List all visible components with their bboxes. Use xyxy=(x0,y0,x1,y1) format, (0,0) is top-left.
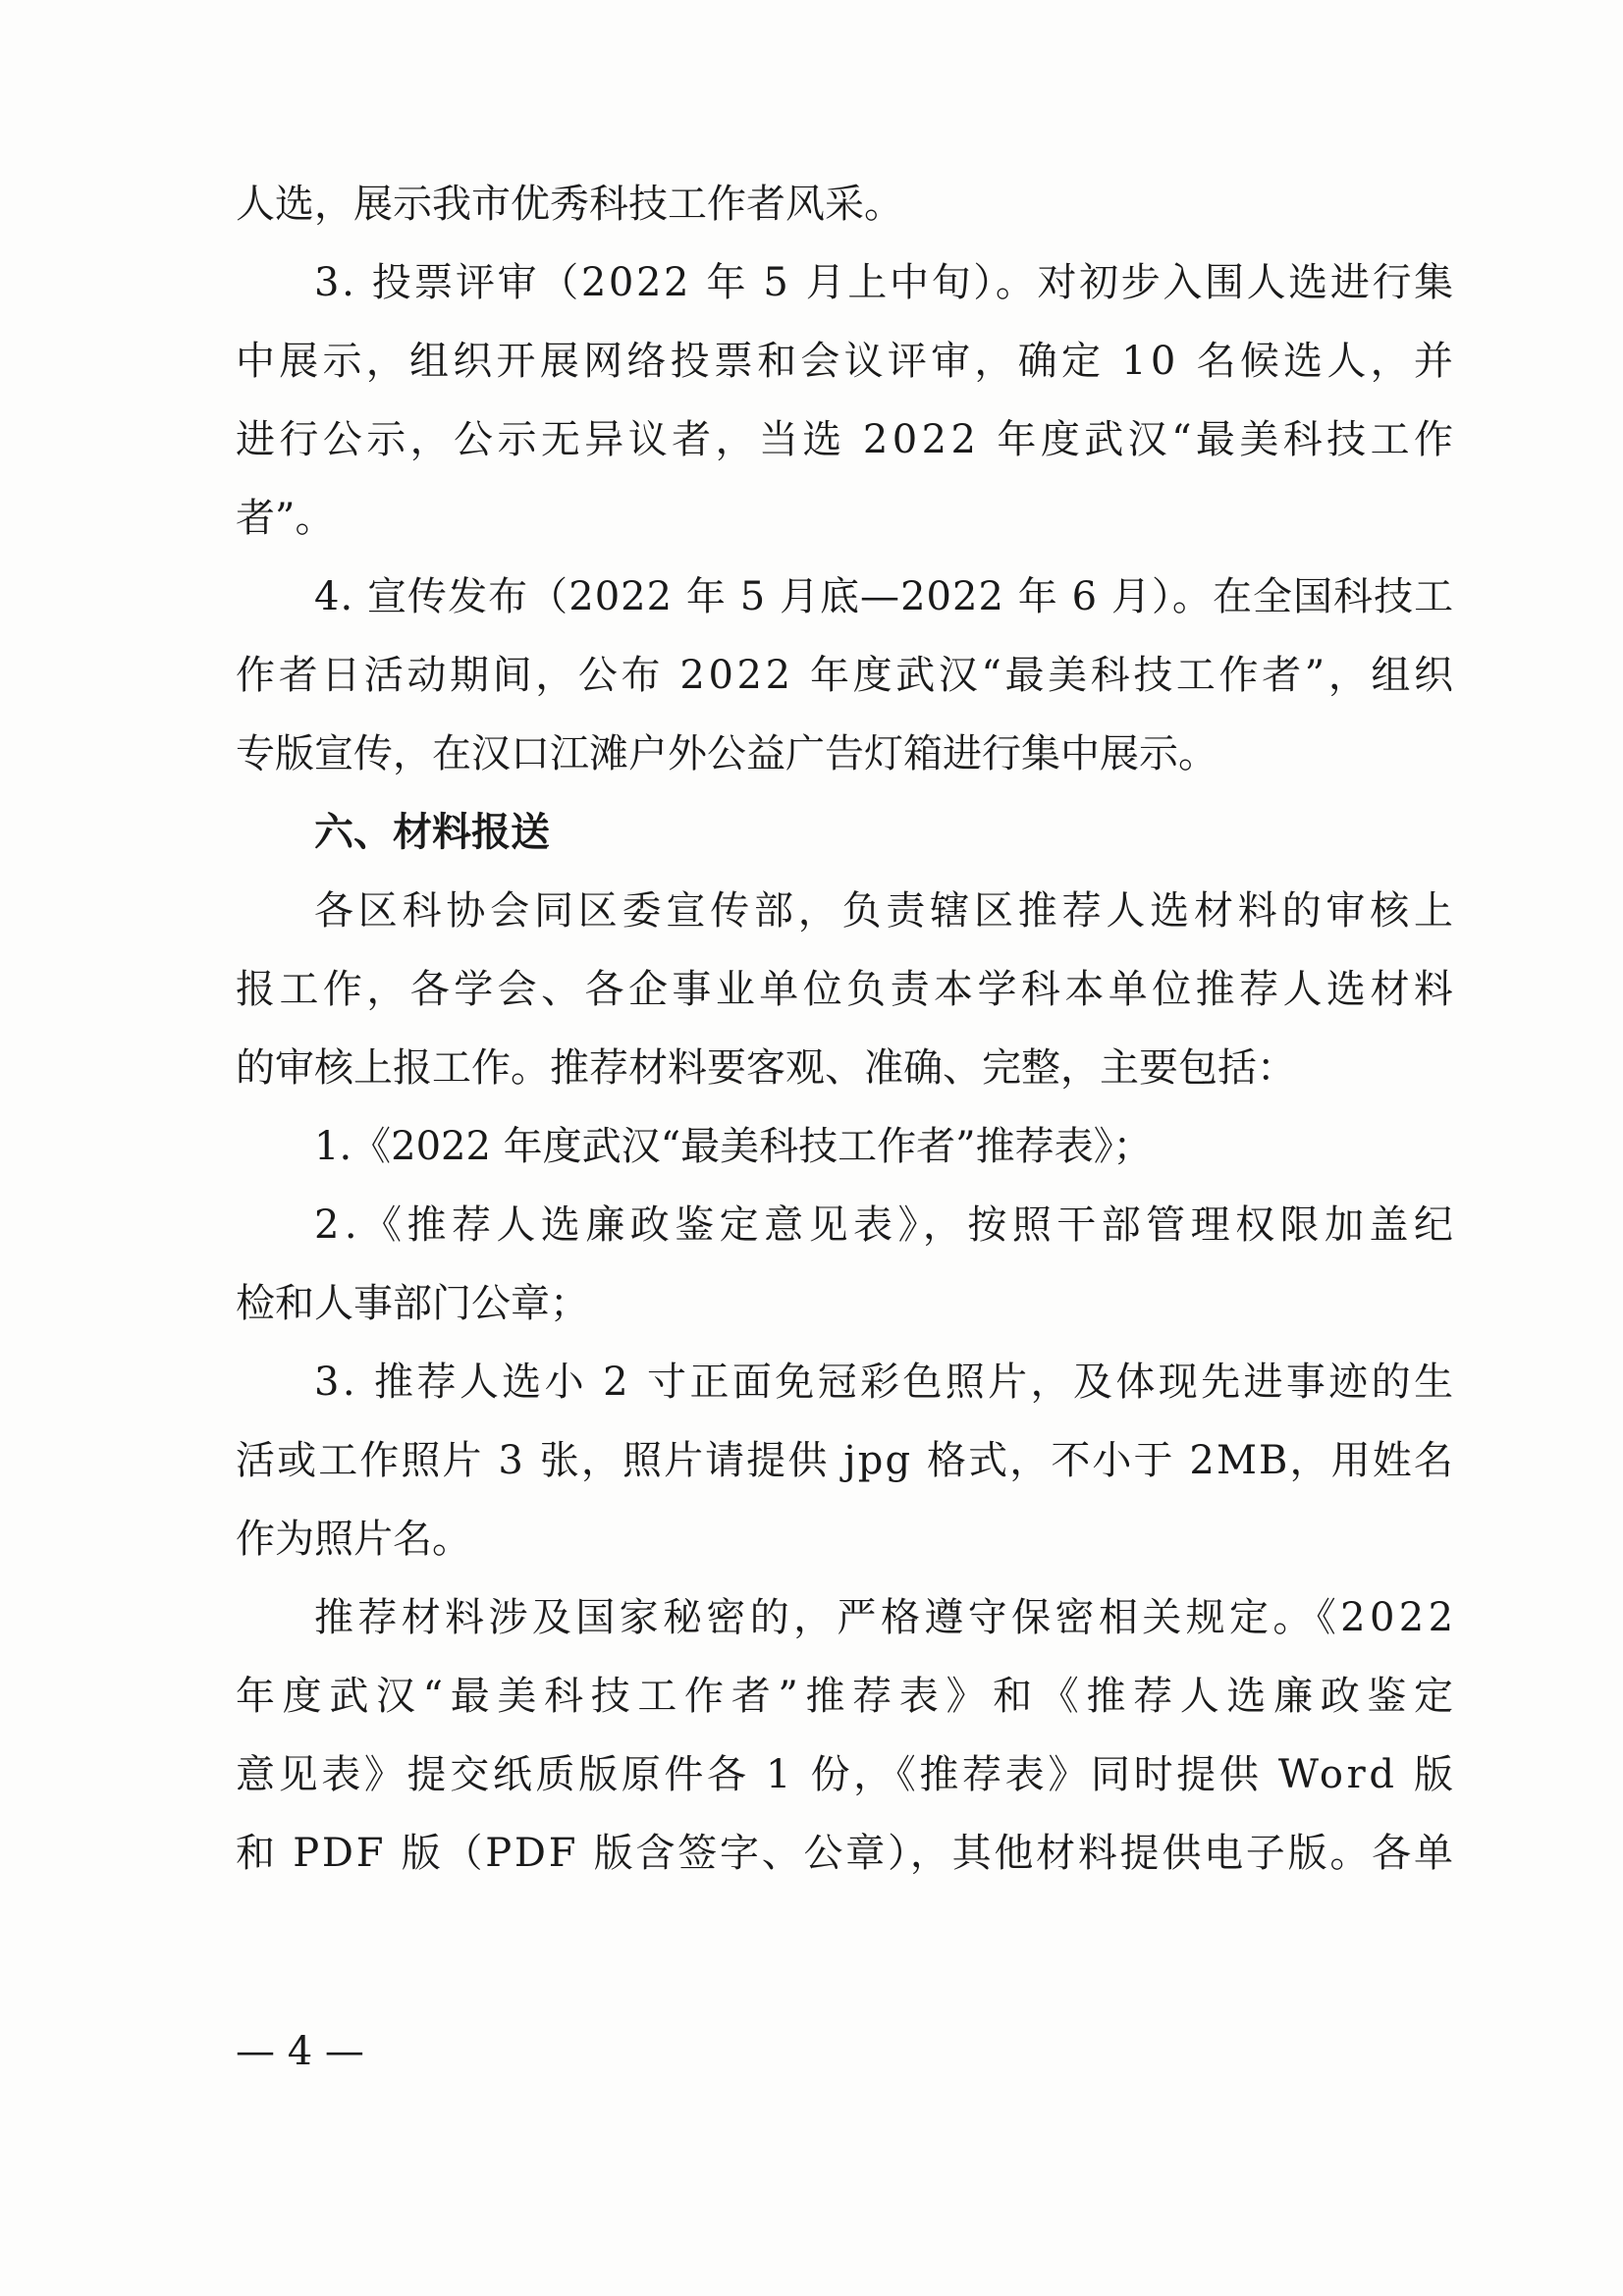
text-line: 1.《2022 年度武汉“最美科技工作者”推荐表》； xyxy=(314,1124,1153,1169)
text-line: 3. 推荐人选小 2 寸正面免冠彩色照片，及体现先进事迹的生 xyxy=(314,1360,1457,1405)
section-heading: 六、材料报送 xyxy=(314,810,550,855)
text-line: 2.《推荐人选廉政鉴定意见表》，按照干部管理权限加盖纪 xyxy=(314,1202,1459,1248)
text-line: 进行公示，公示无异议者，当选 2022 年度武汉“最美科技工作 xyxy=(236,417,1458,462)
text-line: 中展示，组织开展网络投票和会议评审，确定 10 名候选人，并 xyxy=(236,339,1458,384)
text-line: 的审核上报工作。推荐材料要客观、准确、完整，主要包括： xyxy=(236,1045,1296,1091)
text-line: 意见表》提交纸质版原件各 1 份，《推荐表》同时提供 Word 版 xyxy=(236,1752,1457,1797)
text-line: 各区科协会同区委宣传部，负责辖区推荐人选材料的审核上 xyxy=(314,888,1458,934)
text-line: 者”。 xyxy=(236,496,335,541)
page-number: — 4 — xyxy=(236,2029,364,2074)
text-line: 4. 宣传发布（2022 年 5 月底—2022 年 6 月）。在全国科技工 xyxy=(314,574,1455,619)
text-line: 推荐材料涉及国家秘密的，严格遵守保密相关规定。《2022 xyxy=(314,1595,1458,1640)
text-line: 年度武汉“最美科技工作者”推荐表》和《推荐人选廉政鉴定 xyxy=(236,1674,1461,1719)
text-line: 3. 投票评审（2022 年 5 月上中旬）。对初步入围人选进行集 xyxy=(314,260,1456,305)
text-line: 活或工作照片 3 张，照片请提供 jpg 格式，不小于 2MB，用姓名 xyxy=(236,1438,1455,1483)
text-line: 作为照片名。 xyxy=(236,1517,471,1562)
text-line: 和 PDF 版（PDF 版含签字、公章），其他材料提供电子版。各单 xyxy=(236,1831,1456,1876)
text-line: 报工作，各学会、各企事业单位负责本学科本单位推荐人选材料 xyxy=(236,967,1458,1012)
text-line: 作者日活动期间，公布 2022 年度武汉“最美科技工作者”，组织 xyxy=(236,653,1457,698)
text-line: 人选，展示我市优秀科技工作者风采。 xyxy=(236,182,903,227)
text-line: 检和人事部门公章； xyxy=(236,1281,589,1326)
text-line: 专版宣传，在汉口江滩户外公益广告灯箱进行集中展示。 xyxy=(236,731,1217,776)
